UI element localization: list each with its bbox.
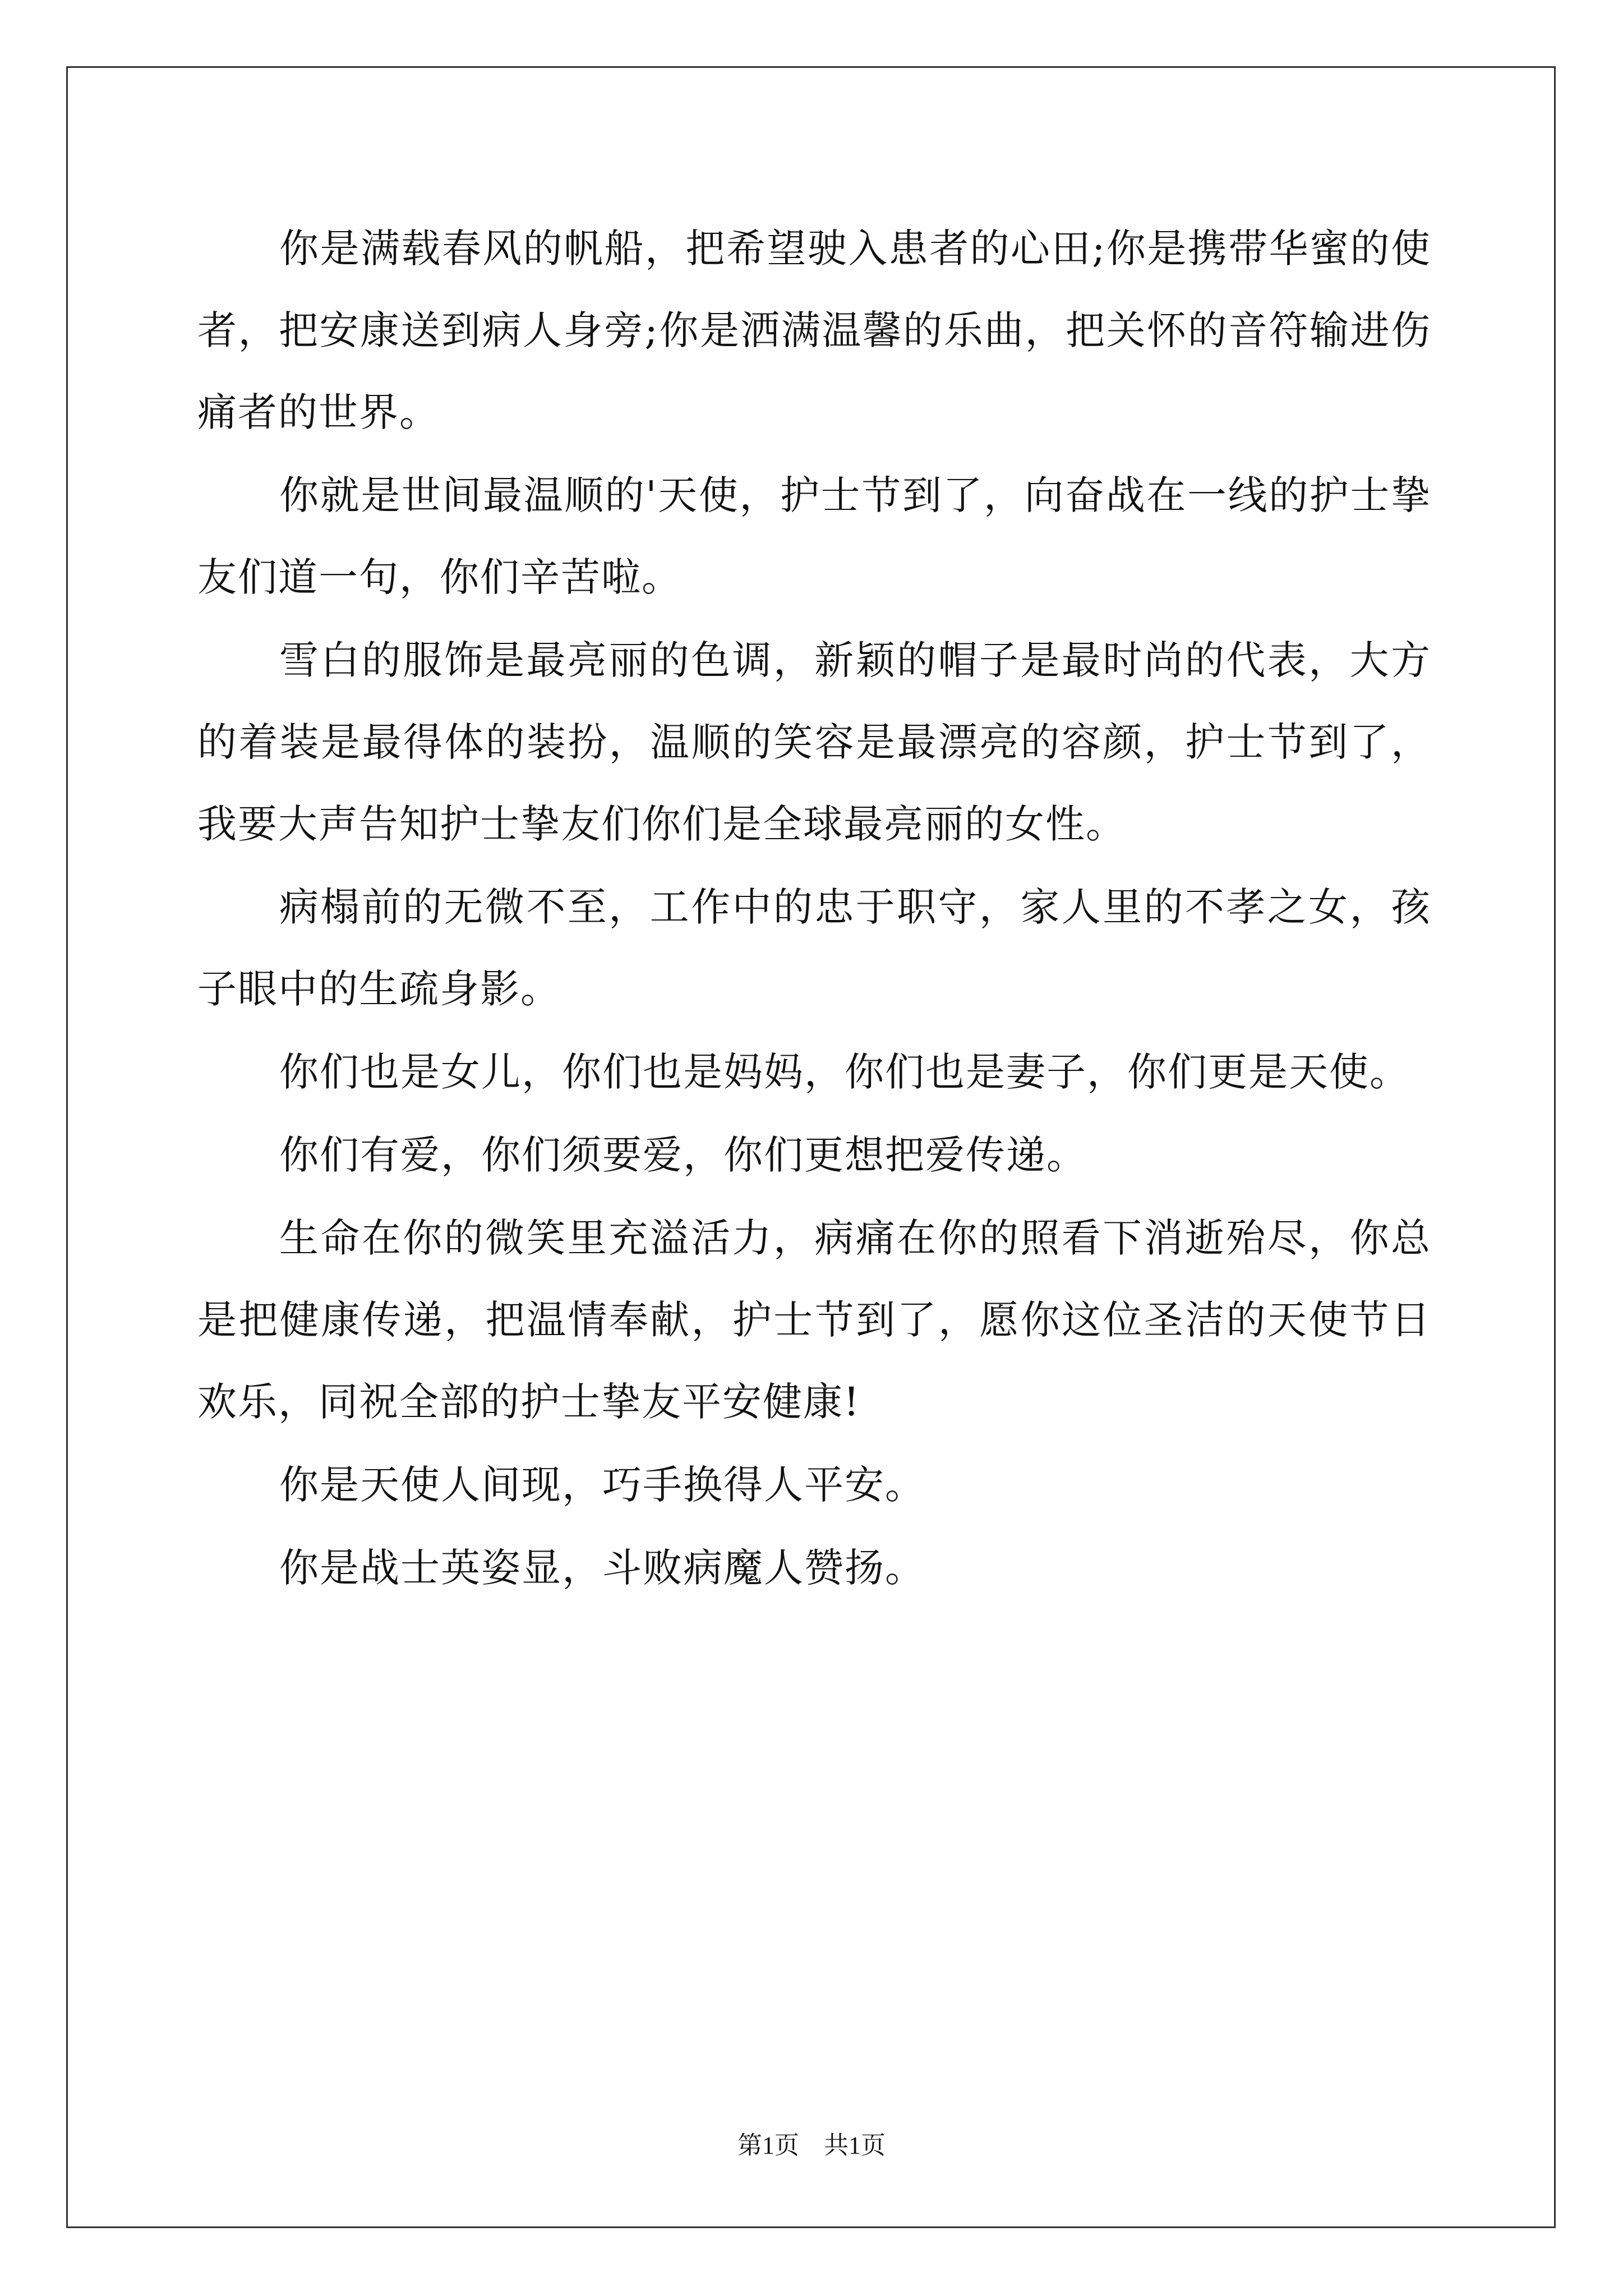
paragraph-7: 生命在你的微笑里充溢活力，病痛在你的照看下消逝殆尽，你总是把健康传递，把温情奉献，护士节到了，愿你这位圣洁的天使节日欢乐，同祝全部的护士挚友平安健康! (197, 1215, 1431, 1425)
paragraph-2: 你就是世间最温顺的'天使，护士节到了，向奋战在一线的护士挚友们道一句，你们辛苦啦。 (197, 472, 1431, 600)
page-number-footer: 第1页 共1页 (737, 2132, 886, 2159)
paragraph-8: 你是天使人间现，巧手换得人平安。 (279, 1462, 925, 1508)
document-body (197, 208, 1431, 1609)
paragraph-9: 你是战士英姿显，斗败病魔人赞扬。 (279, 1545, 925, 1591)
paragraph-5: 你们也是女儿，你们也是妈妈，你们也是妻子，你们更是天使。 (279, 1049, 1410, 1095)
paragraph-1: 你是满载春风的帆船，把希望驶入患者的心田;你是携带华蜜的使者，把安康送到病人身旁;你是洒满温馨的乐曲，把关怀的音符输进伤痛者的世界。 (197, 226, 1431, 435)
paragraph-4: 病榻前的无微不至，工作中的忠于职守，家人里的不孝之女，孩子眼中的生疏身影。 (197, 884, 1431, 1012)
paragraph-3: 雪白的服饰是最亮丽的色调，新颖的帽子是最时尚的代表，大方的着装是最得体的装扮，温顺的笑容是最漂亮的容颜，护士节到了，我要大声告知护士挚友们你们是全球最亮丽的女性。 (197, 637, 1431, 847)
paragraph-6: 你们有爱，你们须要爱，你们更想把爱传递。 (279, 1132, 1087, 1178)
